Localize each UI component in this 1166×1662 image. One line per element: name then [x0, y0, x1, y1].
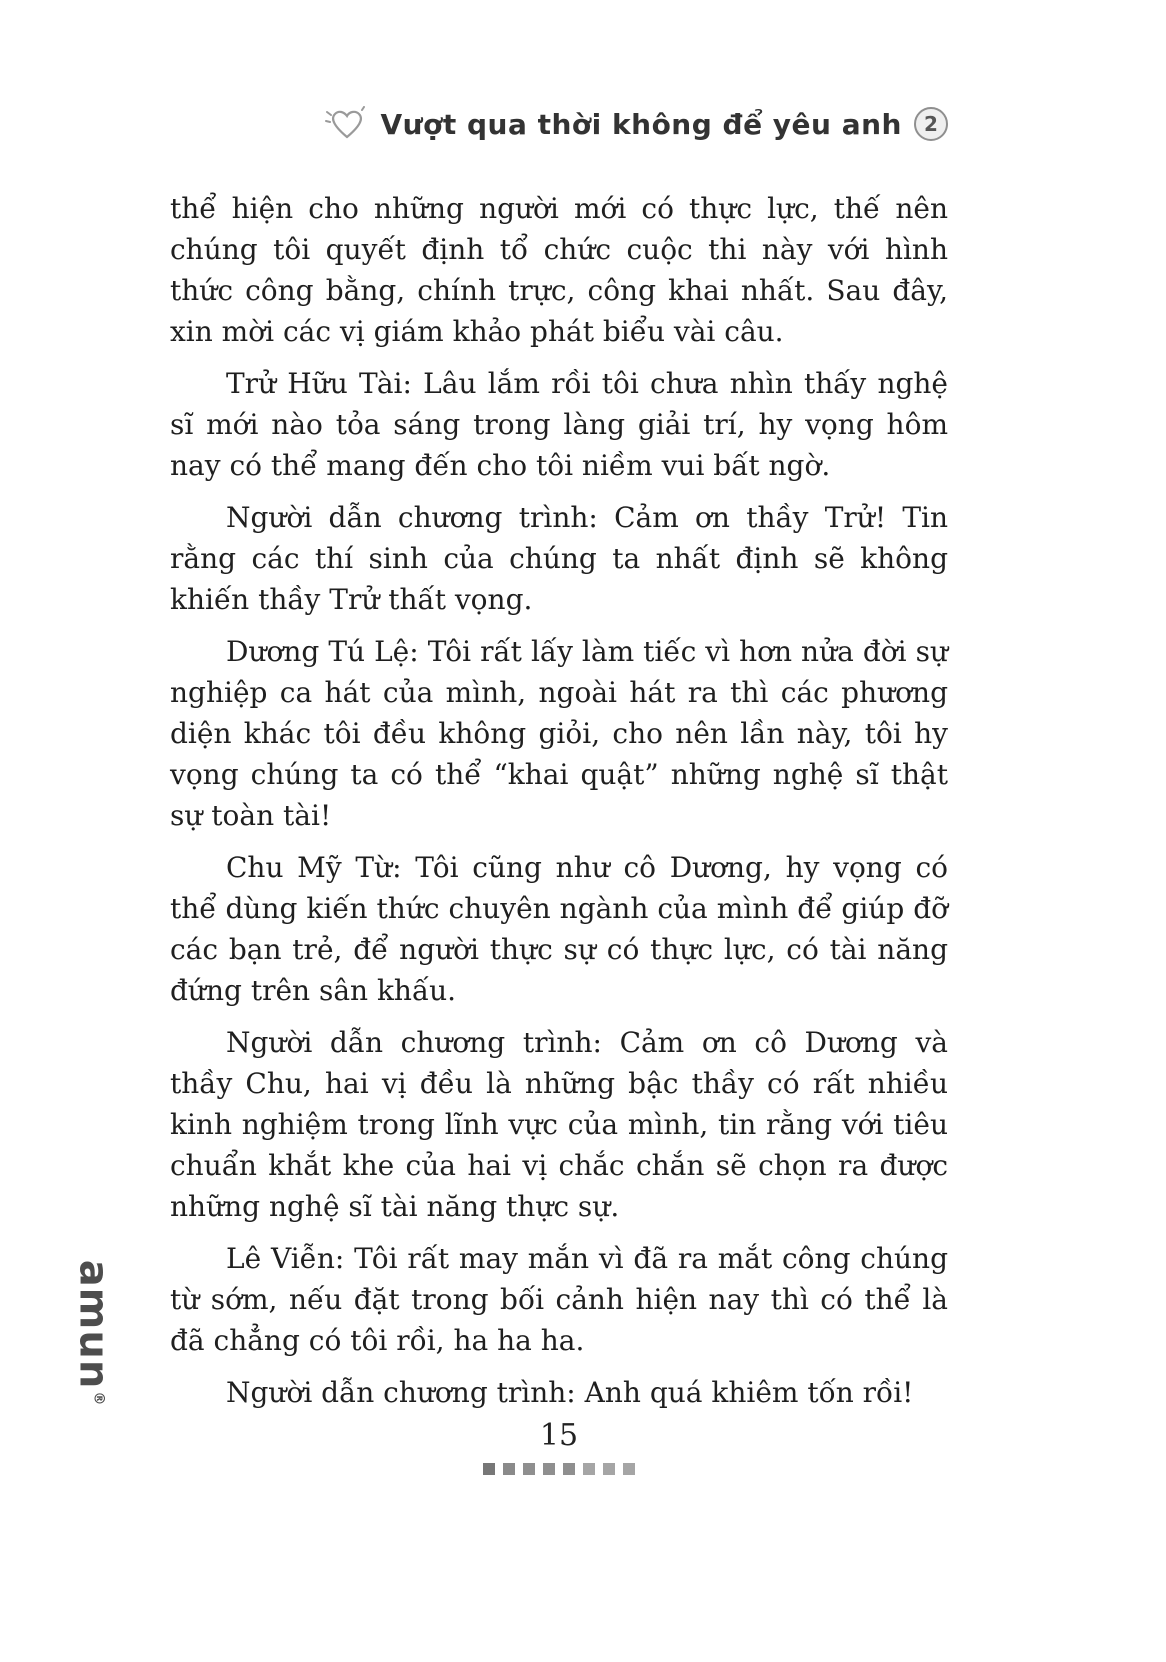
paragraph: Người dẫn chương trình: Cảm ơn cô Dương và thầy Chu, hai vị đều là những bậc thầy có rất nhiều kinh nghiệm trong lĩnh vực của mình, tin rằng với tiêu chuẩn khắt khe của hai vị chắc chắn sẽ chọn ra được những nghệ sĩ tài năng thực sự.	[170, 1026, 948, 1223]
page-footer	[170, 1418, 948, 1475]
volume-badge: 2	[914, 107, 948, 141]
footer-ornament-squares	[170, 1463, 948, 1475]
paragraph: thể hiện cho những người mới có thực lực, thế nên chúng tôi quyết định tổ chức cuộc thi này với hình thức công bằng, chính trực, công khai nhất. Sau đây, xin mời các vị giám khảo phát biểu vài câu.	[170, 192, 948, 348]
running-header	[170, 102, 948, 146]
footer-ornament-square	[583, 1463, 595, 1475]
book-title: Vượt qua thời không để yêu anh	[380, 107, 902, 141]
footer-ornament-square	[503, 1463, 515, 1475]
footer-ornament-square	[563, 1463, 575, 1475]
body-paragraphs	[170, 188, 948, 1413]
footer-ornament-square	[523, 1463, 535, 1475]
footer-ornament-square	[543, 1463, 555, 1475]
page-content	[170, 102, 948, 1424]
paragraph: Lê Viễn: Tôi rất may mắn vì đã ra mắt công chúng từ sớm, nếu đặt trong bối cảnh hiện nay thì có thể là đã chẳng có tôi rồi, ha ha ha.	[170, 1242, 948, 1357]
registered-mark: ®	[90, 1391, 107, 1407]
paragraph: Dương Tú Lệ: Tôi rất lấy làm tiếc vì hơn nửa đời sự nghiệp ca hát của mình, ngoài hát ra thì các phương diện khác tôi đều không giỏi, cho nên lần này, tôi hy vọng chúng ta có thể “khai quật” những nghệ sĩ thật sự toàn tài!	[170, 635, 948, 832]
footer-ornament-square	[623, 1463, 635, 1475]
paragraph: Trử Hữu Tài: Lâu lắm rồi tôi chưa nhìn thấy nghệ sĩ mới nào tỏa sáng trong làng giải trí, hy vọng hôm nay có thể mang đến cho tôi niềm vui bất ngờ.	[170, 367, 948, 482]
publisher-logo	[38, 1259, 148, 1407]
paragraph: Người dẫn chương trình: Cảm ơn thầy Trử! Tin rằng các thí sinh của chúng ta nhất định sẽ không khiến thầy Trử thất vọng.	[170, 501, 948, 616]
footer-ornament-square	[483, 1463, 495, 1475]
heart-doodle-icon	[325, 106, 367, 142]
paragraph: Chu Mỹ Từ: Tôi cũng như cô Dương, hy vọng có thể dùng kiến thức chuyên ngành của mình để giúp đỡ các bạn trẻ, để người thực sự có thực lực, có tài năng đứng trên sân khấu.	[170, 851, 948, 1007]
publisher-logo-text: amun®	[70, 1259, 116, 1407]
footer-ornament-square	[603, 1463, 615, 1475]
paragraph: Người dẫn chương trình: Anh quá khiêm tốn rồi!	[226, 1376, 914, 1409]
page-number: 15	[539, 1418, 579, 1453]
